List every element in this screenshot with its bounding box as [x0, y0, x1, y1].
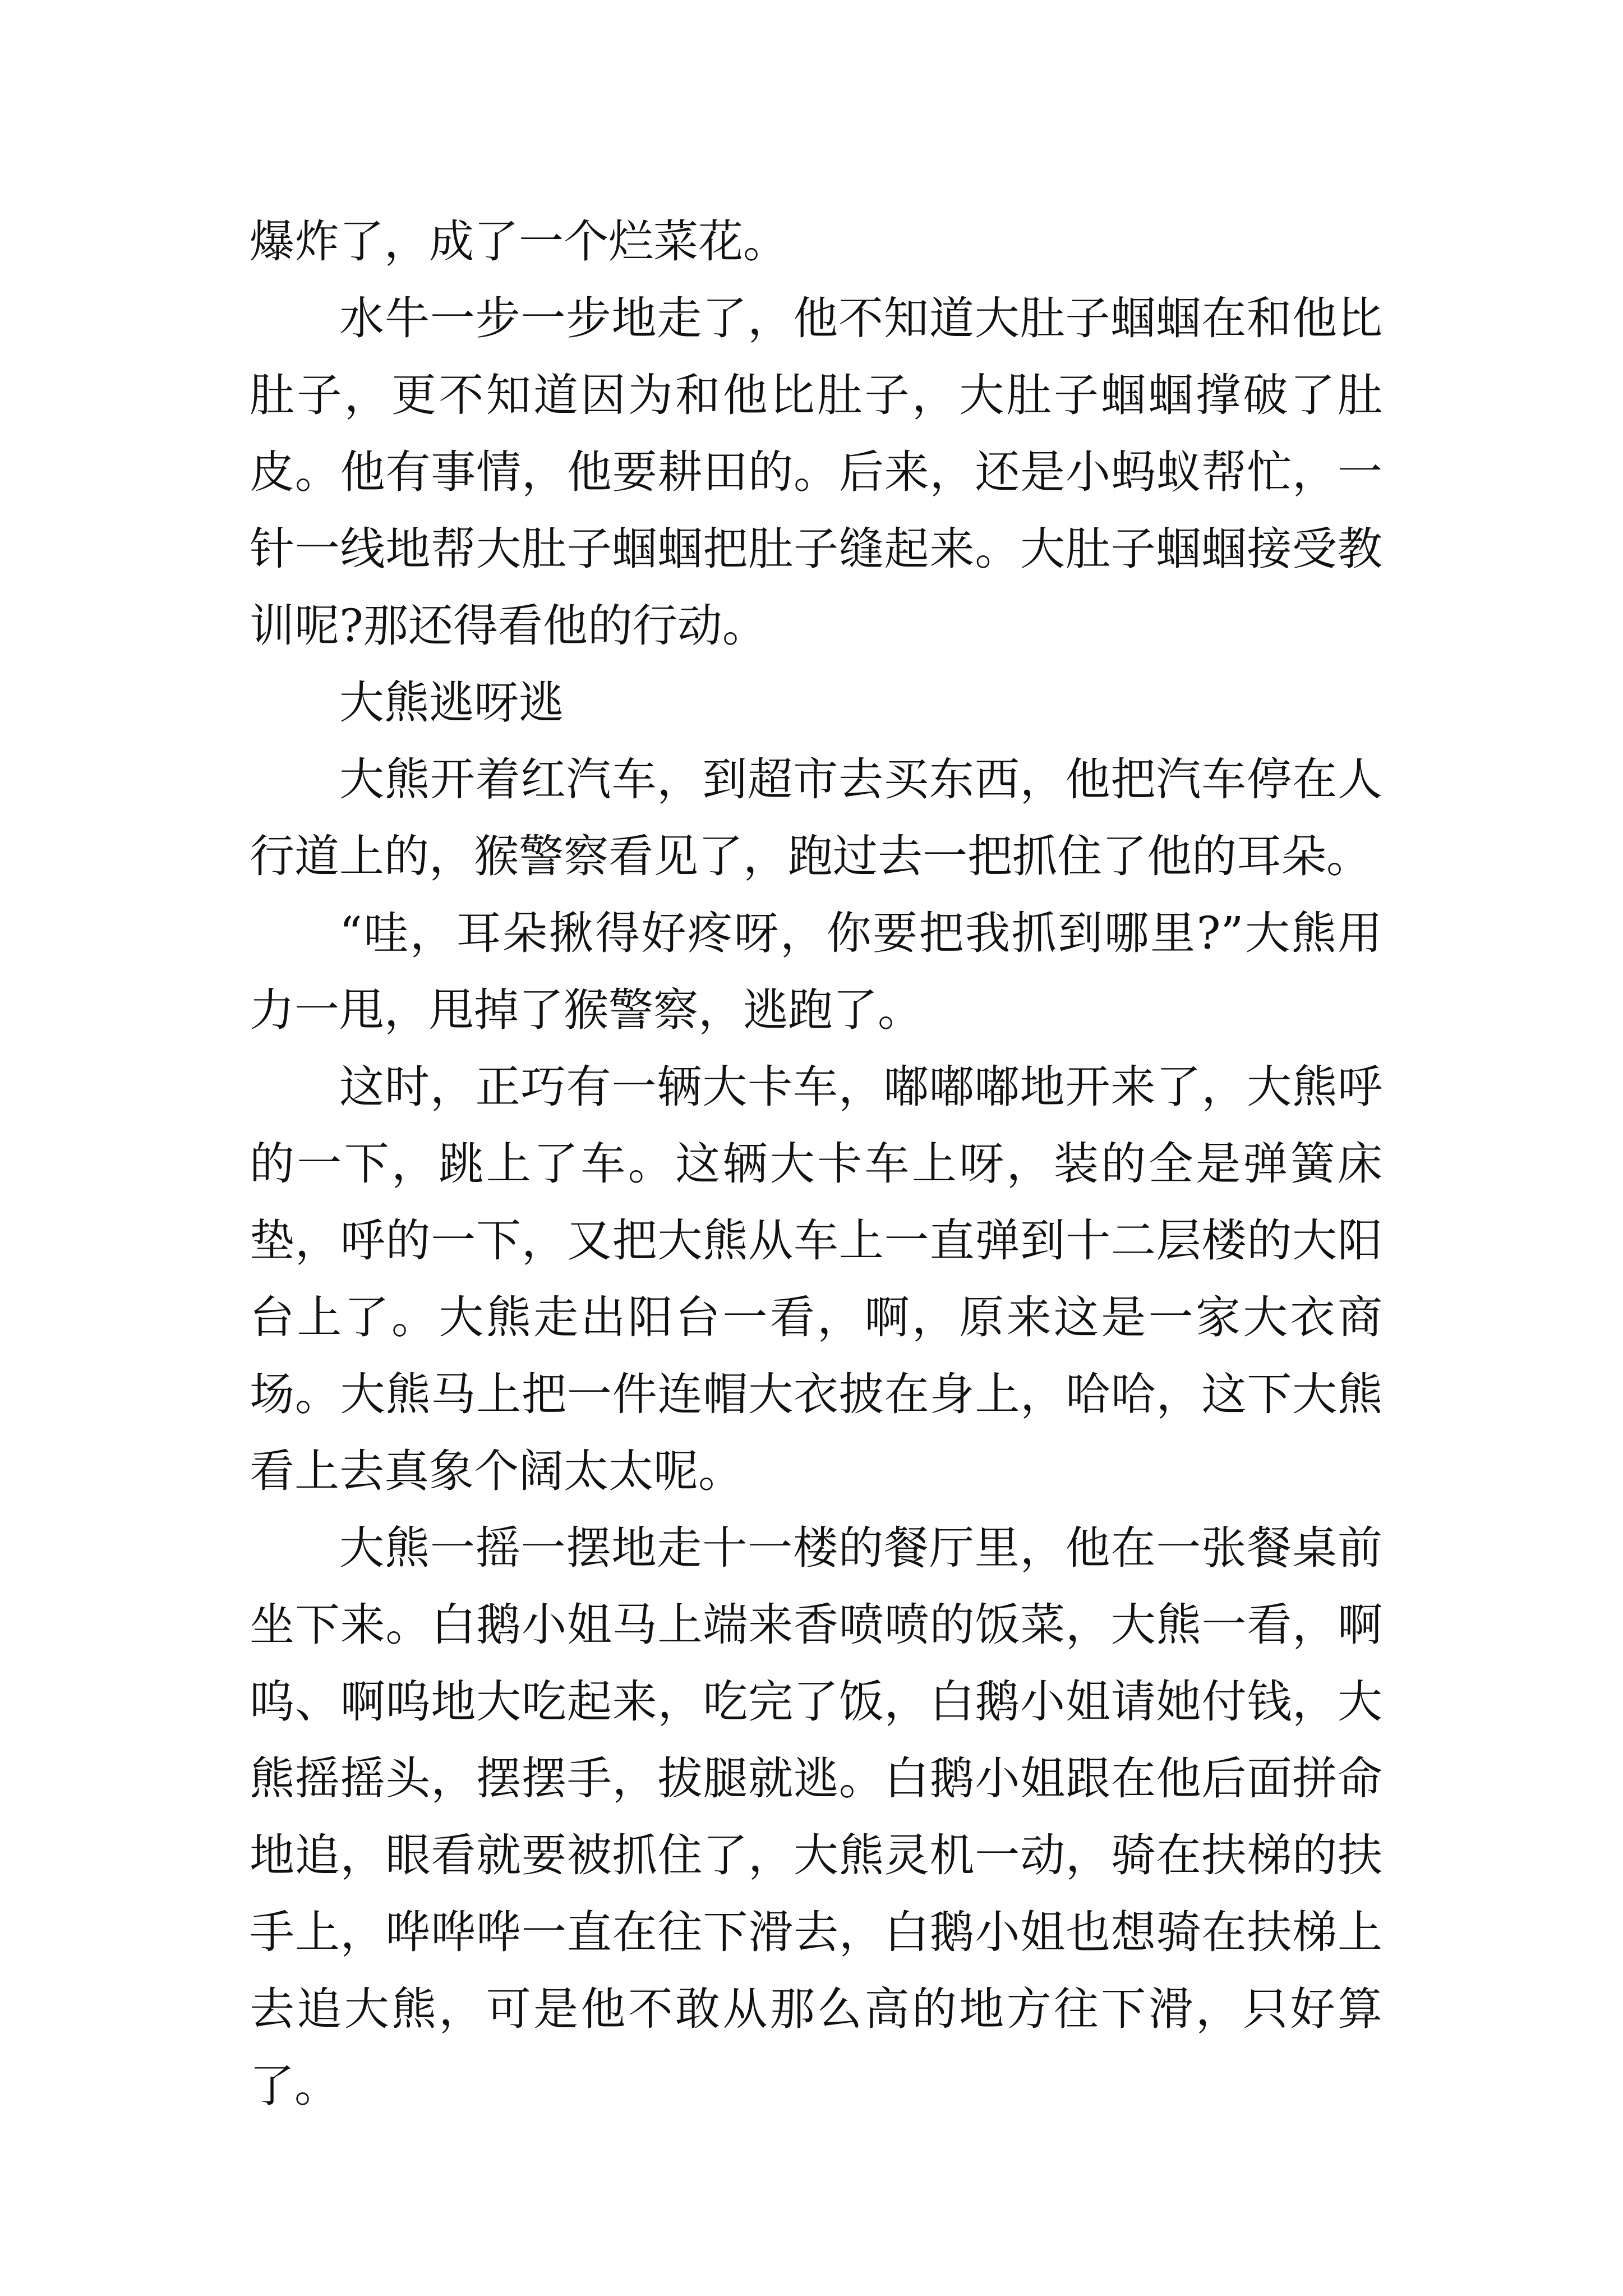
story-title: 大熊逃呀逃 [339, 677, 564, 729]
paragraph: 这时，正巧有一辆大卡车，嘟嘟嘟地开来了，大熊呼的一下，跳上了车。这辆大卡车上呀，装的全是弹簧床垫，呼的一下，又把大熊从车上一直弹到十二层楼的大阳台上了。大熊走出阳台一看，啊，原来这是一家大衣商场。大熊马上把一件连帽大衣披在身上，哈哈，这下大熊看上去真象个阔太太呢。 [250, 1061, 1382, 1497]
body-text [250, 203, 1382, 2124]
paragraph: “哇，耳朵揪得好疼呀，你要把我抓到哪里?”大熊用力一甩，甩掉了猴警察，逃跑了。 [250, 907, 1382, 1036]
paragraph-continuation: 爆炸了，成了一个烂菜花。 [250, 215, 788, 268]
paragraph: 大熊一摇一摆地走十一楼的餐厅里，他在一张餐桌前坐下来。白鹅小姐马上端来香喷喷的饭菜，大熊一看，啊呜、啊呜地大吃起来，吃完了饭，白鹅小姐请她付钱，大熊摇摇头，摆摆手，拔腿就逃。白鹅小姐跟在他后面拼命地追，眼看就要被抓住了，大熊灵机一动，骑在扶梯的扶手上，哗哗哗一直在往下滑去，白鹅小姐也想骑在扶梯上去追大熊，可是他不敢从那么高的地方往下滑，只好算了。 [250, 1522, 1382, 2112]
paragraph: 大熊开着红汽车，到超市去买东西，他把汽车停在人行道上的，猴警察看见了，跑过去一把抓住了他的耳朵。 [250, 753, 1382, 882]
paragraph: 水牛一步一步地走了，他不知道大肚子蝈蝈在和他比肚子，更不知道因为和他比肚子，大肚子蝈蝈撑破了肚皮。他有事情，他要耕田的。后来，还是小蚂蚁帮忙，一针一线地帮大肚子蝈蝈把肚子缝起来。大肚子蝈蝈接受教训呢?那还得看他的行动。 [250, 292, 1382, 652]
